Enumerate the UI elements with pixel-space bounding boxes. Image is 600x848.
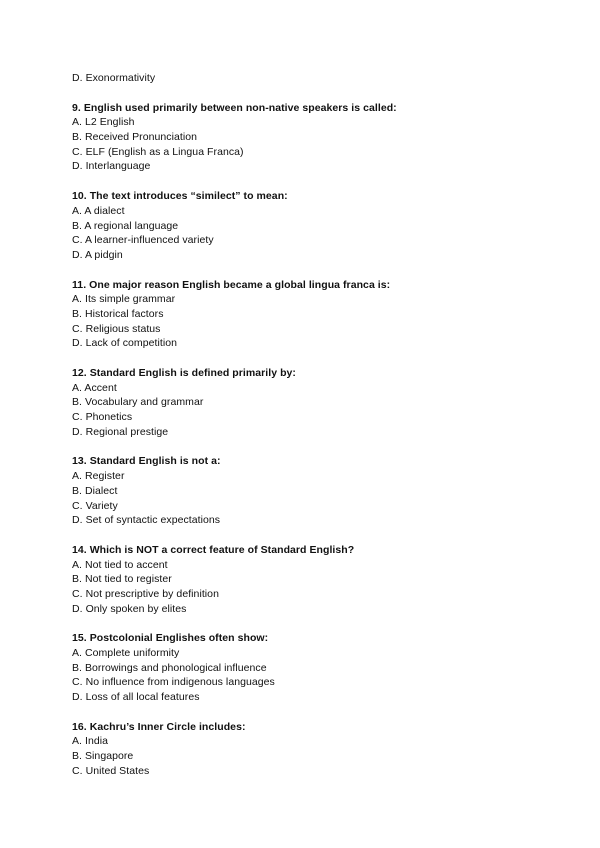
question-text: 16. Kachru’s Inner Circle includes: xyxy=(72,720,246,733)
question-text: 10. The text introduces “similect” to mean: xyxy=(72,190,288,203)
option-a: A. Not tied to accent xyxy=(72,558,168,571)
option-d: D. Only spoken by elites xyxy=(72,602,187,615)
option-c: C. Not prescriptive by definition xyxy=(72,587,219,600)
question-text: 11. One major reason English became a global lingua franca is: xyxy=(72,278,391,291)
question-text: 15. Postcolonial Englishes often show: xyxy=(72,632,269,645)
leading-option: D. Exonormativity xyxy=(72,72,156,84)
question-block-10 xyxy=(72,189,542,262)
option-c: C. Phonetics xyxy=(72,411,133,424)
option-a: A. A dialect xyxy=(72,204,125,217)
question-text: 13. Standard English is not a: xyxy=(72,455,221,468)
option-a: A. Register xyxy=(72,470,125,483)
question-block-13 xyxy=(72,454,542,527)
option-d: D. Set of syntactic expectations xyxy=(72,514,221,527)
option-a: A. Its simple grammar xyxy=(72,293,176,306)
option-c: C. Religious status xyxy=(72,322,161,335)
question-block-11 xyxy=(72,278,542,351)
option-b: B. Received Pronunciation xyxy=(72,131,197,144)
option-b: B. Not tied to register xyxy=(72,573,172,586)
option-d: D. A pidgin xyxy=(72,248,123,261)
question-block-14 xyxy=(72,543,542,616)
question-block-9 xyxy=(72,101,542,174)
option-b: B. Dialect xyxy=(72,484,118,497)
option-b: B. Singapore xyxy=(72,750,134,763)
option-a: A. India xyxy=(72,735,109,748)
option-b: B. A regional language xyxy=(72,219,179,232)
option-d: D. Interlanguage xyxy=(72,160,151,173)
option-a: A. Accent xyxy=(72,381,117,394)
option-a: A. Complete uniformity xyxy=(72,647,180,659)
option-c: C. No influence from indigenous languages xyxy=(72,676,275,689)
option-d: D. Regional prestige xyxy=(72,425,169,438)
question-block-15 xyxy=(72,631,542,704)
option-c: C. United States xyxy=(72,764,150,777)
option-d: D. Loss of all local features xyxy=(72,691,200,704)
option-b: B. Vocabulary and grammar xyxy=(72,396,204,409)
question-text: 14. Which is NOT a correct feature of Standard English? xyxy=(72,543,355,556)
question-block-16 xyxy=(72,720,542,779)
option-c: C. ELF (English as a Lingua Franca) xyxy=(72,145,244,158)
question-block-12 xyxy=(72,366,542,439)
document-page xyxy=(72,71,542,779)
option-d: D. Lack of competition xyxy=(72,337,177,350)
question-text: 12. Standard English is defined primarily by: xyxy=(72,367,296,379)
option-c: C. A learner-influenced variety xyxy=(72,234,214,247)
option-b: B. Historical factors xyxy=(72,307,164,320)
option-a: A. L2 English xyxy=(72,116,135,129)
option-b: B. Borrowings and phonological influence xyxy=(72,661,267,674)
question-text: 9. English used primarily between non-native speakers is called: xyxy=(72,101,397,114)
option-c: C. Variety xyxy=(72,499,118,512)
